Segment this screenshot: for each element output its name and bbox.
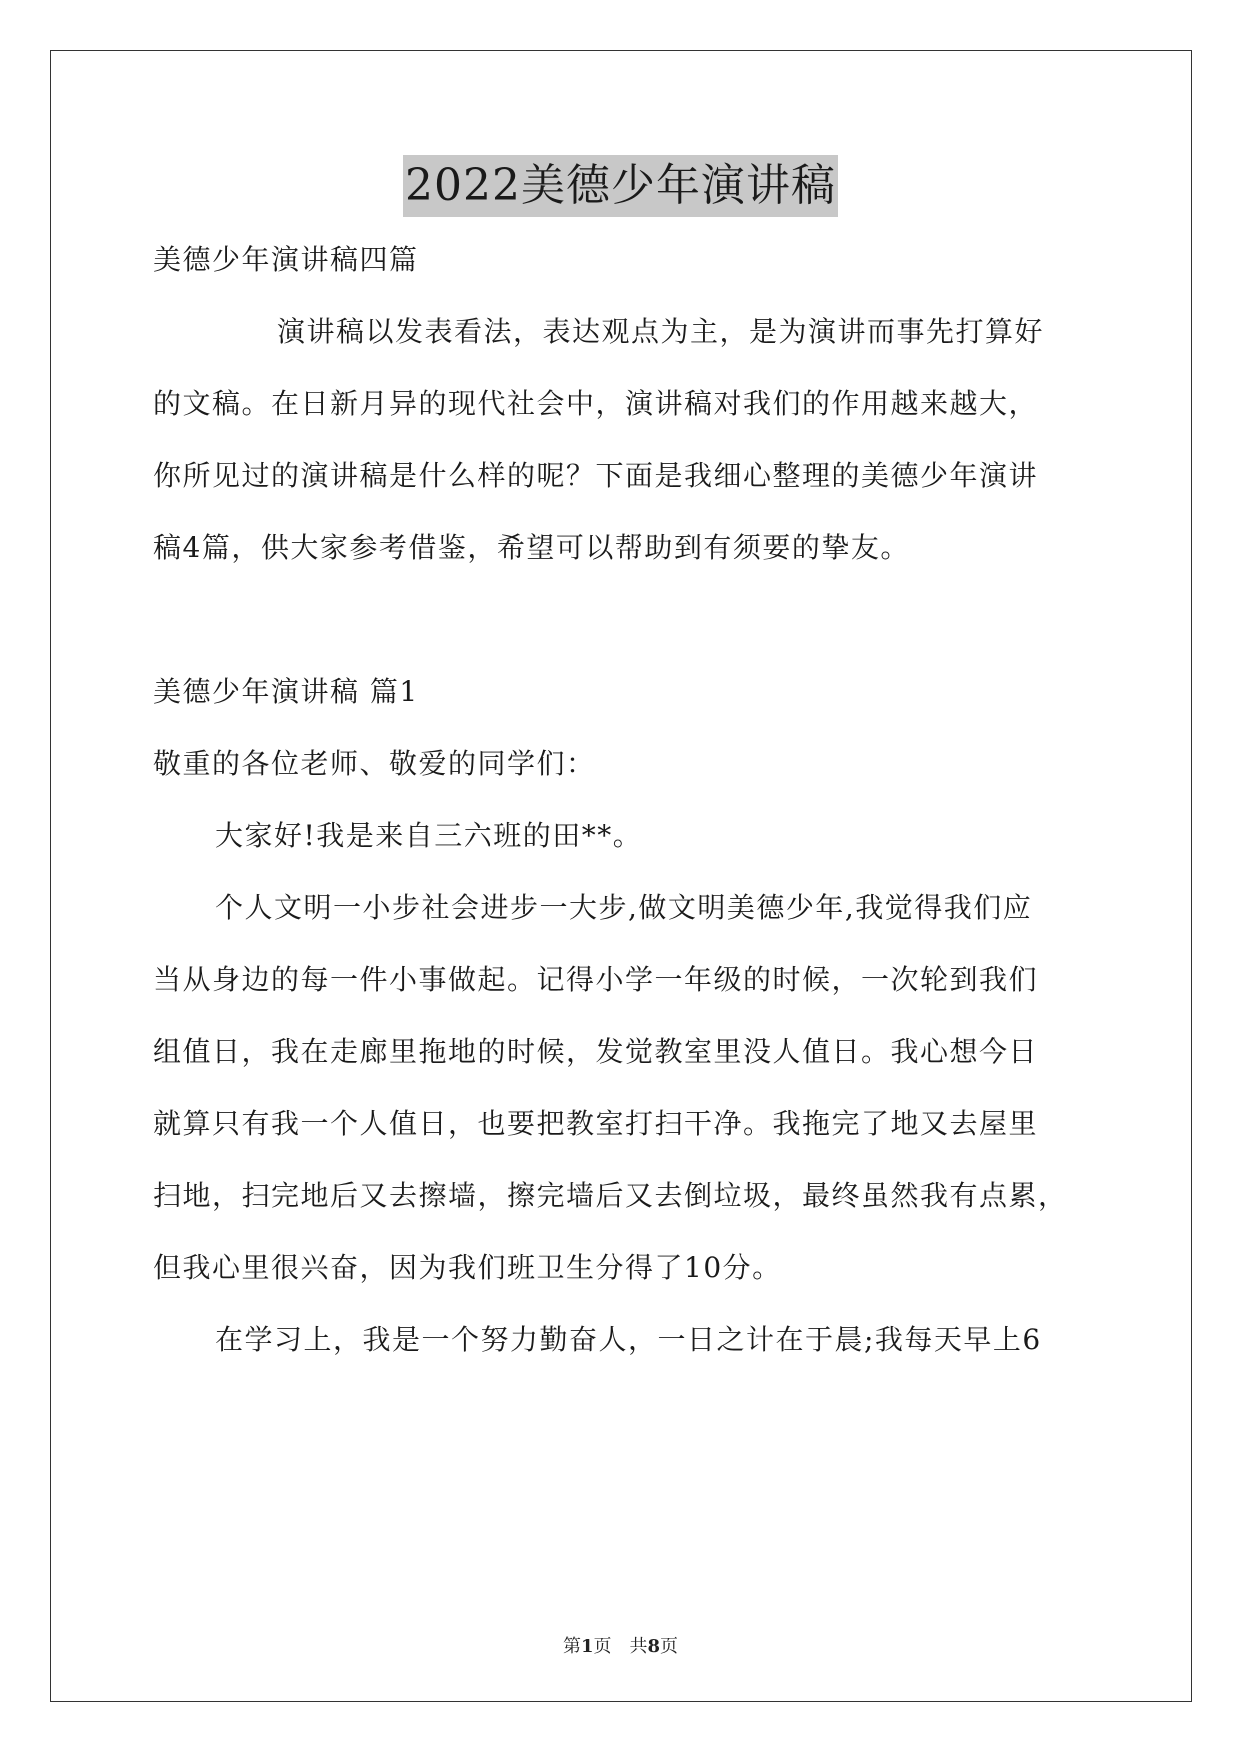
- footer-mid: 页 共: [593, 1636, 648, 1657]
- body-line-6: 扫地，扫完地后又去擦墙，擦完墙后又去倒垃圾，最终虽然我有点累，: [153, 1179, 1068, 1212]
- page-border: [50, 50, 1192, 1702]
- intro-line-1: 演讲稿以发表看法，表达观点为主，是为演讲而事先打算好: [277, 315, 1045, 348]
- body-line-7: 但我心里很兴奋，因为我们班卫生分得了10分。: [153, 1251, 782, 1284]
- body-line-8: 在学习上，我是一个努力勤奋人，一日之计在于晨;我每天早上6: [215, 1323, 1042, 1356]
- document-subtitle: 美德少年演讲稿四篇: [153, 243, 419, 276]
- body-line-2: 个人文明一小步社会进步一大步,做文明美德少年,我觉得我们应: [215, 891, 1033, 924]
- greeting: 敬重的各位老师、敬爱的同学们：: [153, 747, 596, 780]
- footer-total-pages: 8: [647, 1636, 661, 1657]
- intro-line-4: 稿4篇，供大家参考借鉴，希望可以帮助到有须要的挚友。: [153, 531, 910, 564]
- body-line-4: 组值日，我在走廊里拖地的时候，发觉教室里没人值日。我心想今日: [153, 1035, 1039, 1068]
- document-title: 2022美德少年演讲稿: [403, 155, 838, 217]
- body-line-3: 当从身边的每一件小事做起。记得小学一年级的时候，一次轮到我们: [153, 963, 1039, 996]
- intro-line-2: 的文稿。在日新月异的现代社会中，演讲稿对我们的作用越来越大，: [153, 387, 1039, 420]
- title-container: [0, 155, 1241, 217]
- body-line-1: 大家好!我是来自三六班的田**。: [215, 819, 643, 852]
- footer-suffix: 页: [660, 1636, 679, 1657]
- footer-prefix: 第: [562, 1636, 581, 1657]
- page-footer: [0, 1632, 1241, 1658]
- body-line-5: 就算只有我一个人值日，也要把教室打扫干净。我拖完了地又去屋里: [153, 1107, 1039, 1140]
- intro-line-3: 你所见过的演讲稿是什么样的呢？下面是我细心整理的美德少年演讲: [153, 459, 1039, 492]
- footer-page-number: 1: [580, 1636, 594, 1657]
- section-heading: 美德少年演讲稿 篇1: [153, 675, 419, 708]
